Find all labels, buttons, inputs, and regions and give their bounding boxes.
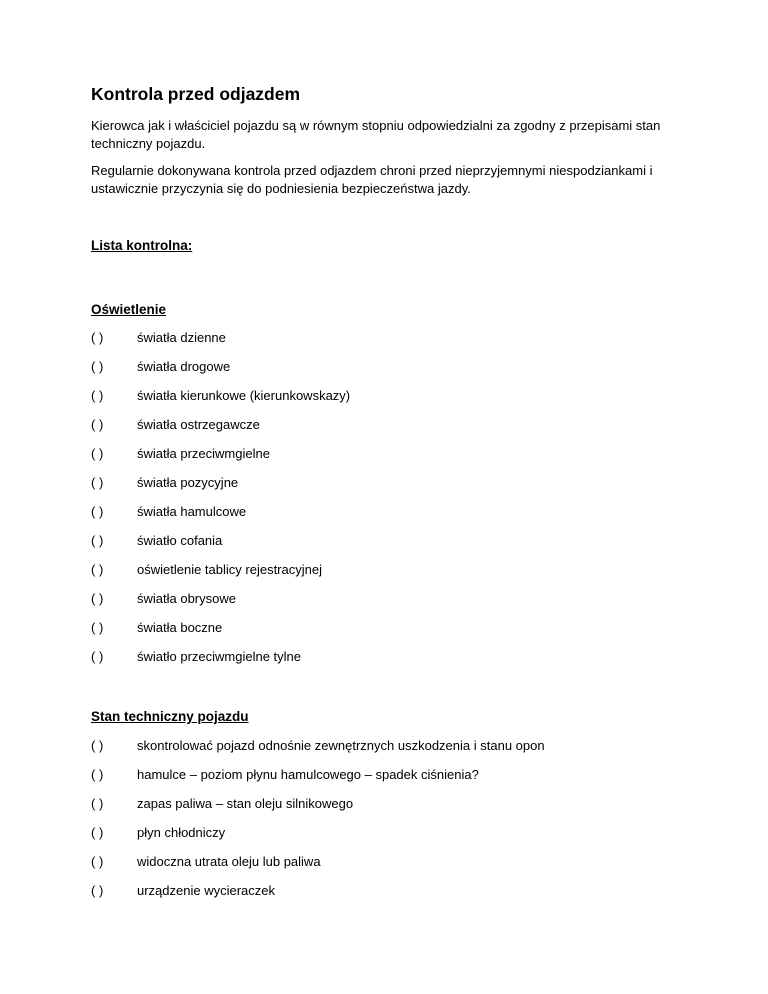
checklist-item-text: światła boczne <box>137 620 223 635</box>
checklist-item-text: płyn chłodniczy <box>137 825 226 840</box>
checkbox[interactable]: ( ) <box>91 475 104 490</box>
checkbox[interactable]: ( ) <box>91 738 104 753</box>
checklist-item-text: światła kierunkowe (kierunkowskazy) <box>137 388 351 403</box>
checklist-item-text: światła obrysowe <box>137 591 236 606</box>
checkbox[interactable]: ( ) <box>91 330 104 345</box>
checkbox[interactable]: ( ) <box>91 620 104 635</box>
checklist-item-text: światła przeciwmgielne <box>137 446 270 461</box>
checkbox[interactable]: ( ) <box>91 825 104 840</box>
checkbox[interactable]: ( ) <box>91 796 104 811</box>
checklist-item-text: światła drogowe <box>137 359 231 374</box>
intro-paragraph-2: Regularnie dokonywana kontrola przed odjazdem chroni przed nieprzyjemnymi niespodziankami i ustawicznie przyczynia się do podniesienia bezpieczeństwa jazdy. <box>91 163 653 196</box>
checklist-item-text: hamulce – poziom płynu hamulcowego – spadek ciśnienia? <box>137 767 479 782</box>
section-heading-lighting: Oświetlenie <box>91 302 167 317</box>
checkbox[interactable]: ( ) <box>91 388 104 403</box>
checklist-item-text: urządzenie wycieraczek <box>137 883 276 898</box>
page-title: Kontrola przed odjazdem <box>91 84 301 104</box>
checklist-heading: Lista kontrolna: <box>91 238 193 253</box>
checklist-item-text: światło przeciwmgielne tylne <box>137 649 302 664</box>
checkbox[interactable]: ( ) <box>91 562 104 577</box>
checkbox[interactable]: ( ) <box>91 854 104 869</box>
checklist-item-text: światło cofania <box>137 533 223 548</box>
checkbox[interactable]: ( ) <box>91 446 104 461</box>
checklist-item-text: oświetlenie tablicy rejestracyjnej <box>137 562 322 577</box>
checkbox[interactable]: ( ) <box>91 649 104 664</box>
checkbox[interactable]: ( ) <box>91 591 104 606</box>
checkbox[interactable]: ( ) <box>91 883 104 898</box>
checklist-item-text: światła ostrzegawcze <box>137 417 260 432</box>
checklist-item-text: skontrolować pojazd odnośnie zewnętrznych uszkodzenia i stanu opon <box>137 738 545 753</box>
checkbox[interactable]: ( ) <box>91 417 104 432</box>
checklist-item-text: światła dzienne <box>137 330 226 345</box>
checklist-item-text: światła hamulcowe <box>137 504 247 519</box>
checkbox[interactable]: ( ) <box>91 533 104 548</box>
checkbox[interactable]: ( ) <box>91 767 104 782</box>
intro-paragraph: Kierowca jak i właściciel pojazdu są w równym stopniu odpowiedzialni za zgodny z przepisami stan techniczny pojazdu. <box>91 118 661 151</box>
checklist-item-text: widoczna utrata oleju lub paliwa <box>137 854 321 869</box>
section-heading-vehicle-condition: Stan techniczny pojazdu <box>91 709 249 724</box>
checklist-item-text: światła pozycyjne <box>137 475 239 490</box>
checkbox[interactable]: ( ) <box>91 504 104 519</box>
checklist-item-text: zapas paliwa – stan oleju silnikowego <box>137 796 354 811</box>
checkbox[interactable]: ( ) <box>91 359 104 374</box>
